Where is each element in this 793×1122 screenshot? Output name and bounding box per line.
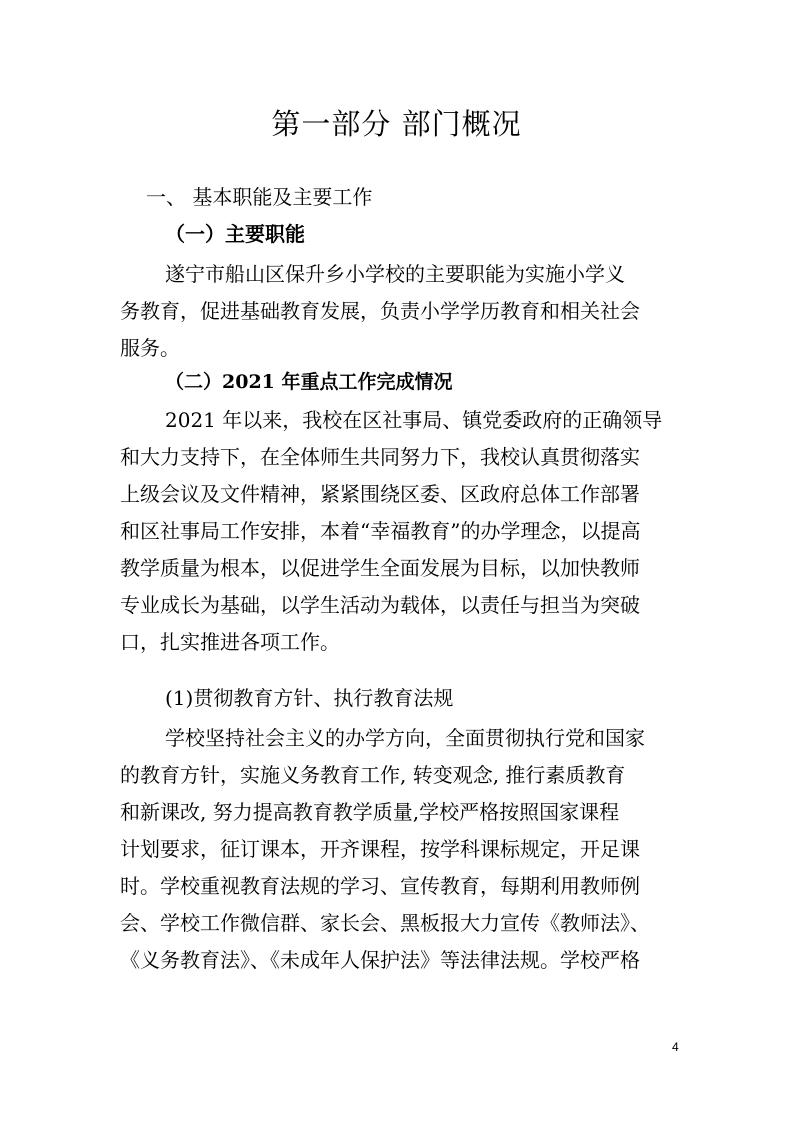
subsection-heading-education-policy: (1)贯彻教育方针、执行教育法规 xyxy=(165,686,454,710)
text-line: 务教育，促进基础教育发展，负责小学学历教育和相关社会 xyxy=(120,299,640,323)
text-line: 和区社事局工作安排，本着“幸福教育”的办学理念，以提高 xyxy=(120,519,641,543)
text-line: 服务。 xyxy=(120,336,180,360)
subsection-heading-2021-work: （二）2021 年重点工作完成情况 xyxy=(165,371,453,393)
page-number: 4 xyxy=(672,1040,679,1054)
text-line: 会、学校工作微信群、家长会、黑板报大力宣传《教师法》、 xyxy=(120,911,650,935)
text-line: 时。学校重视教育法规的学习、宣传教育，每期利用教师例 xyxy=(120,874,640,898)
paragraph-2021-work xyxy=(120,402,680,661)
text-line: 的教育方针，实施义务教育工作, 转变观念, 推行素质教育 xyxy=(120,763,626,787)
text-line: 和新课改, 努力提高教育教学质量,学校严格按照国家课程 xyxy=(120,800,620,824)
paragraph-education-policy xyxy=(120,720,680,979)
text-line: 口，扎实推进各项工作。 xyxy=(120,630,340,654)
text-line: 和大力支持下，在全体师生共同努力下，我校认真贯彻落实 xyxy=(120,445,640,469)
text-line: 专业成长为基础，以学生活动为载体，以责任与担当为突破 xyxy=(120,593,640,617)
section-heading-basic-functions: 一、 基本职能及主要工作 xyxy=(146,185,373,209)
paragraph-main-functions xyxy=(120,256,680,367)
text-line: 《义务教育法》、《未成年人保护法》等法律法规。学校严格 xyxy=(120,948,640,972)
text-line: 教学质量为根本，以促进学生全面发展为目标，以加快教师 xyxy=(120,556,640,580)
subsection-heading-main-functions: （一）主要职能 xyxy=(165,222,305,246)
page-title: 第一部分 部门概况 xyxy=(271,107,522,141)
text-line: 2021 年以来，我校在区社事局、镇党委政府的正确领导 xyxy=(165,408,663,432)
text-line: 上级会议及文件精神，紧紧围绕区委、区政府总体工作部署 xyxy=(120,482,640,506)
text-line: 遂宁市船山区保升乡小学校的主要职能为实施小学义 xyxy=(165,262,625,286)
text-line: 计划要求，征订课本，开齐课程，按学科课标规定，开足课 xyxy=(120,837,640,861)
text-line: 学校坚持社会主义的办学方向，全面贯彻执行党和国家 xyxy=(165,726,645,750)
